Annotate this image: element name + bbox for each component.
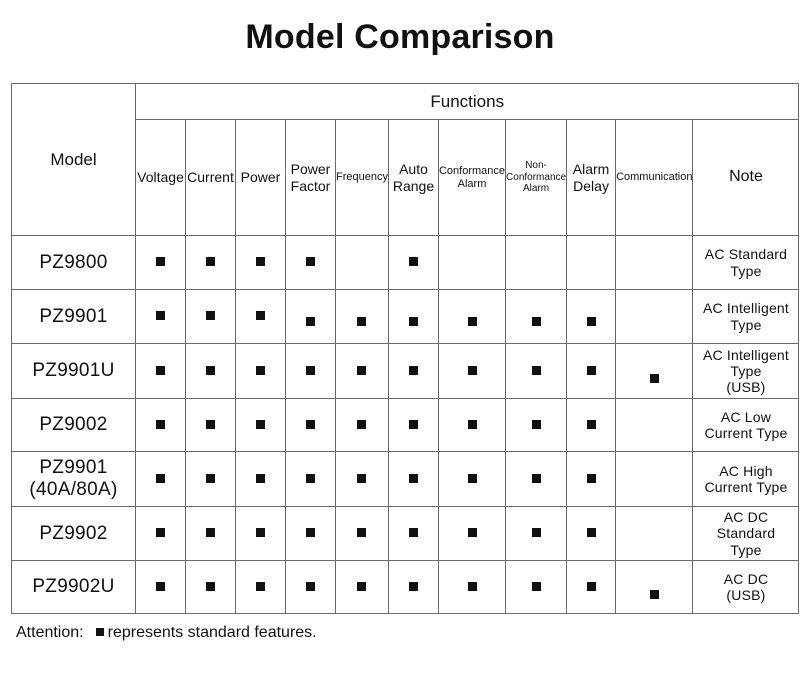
feature-cell-auto-range bbox=[388, 507, 438, 561]
feature-cell-communication bbox=[616, 399, 693, 452]
feature-cell-power-factor bbox=[286, 290, 336, 344]
feature-cell-voltage bbox=[136, 507, 186, 561]
standard-feature-mark-icon bbox=[206, 474, 215, 483]
standard-feature-mark-icon bbox=[306, 366, 315, 375]
feature-cell-alarm-delay bbox=[567, 452, 616, 507]
standard-feature-mark-icon bbox=[532, 317, 541, 326]
standard-feature-mark-icon bbox=[587, 528, 596, 537]
standard-feature-mark-icon bbox=[306, 257, 315, 266]
standard-feature-mark-icon bbox=[587, 474, 596, 483]
standard-feature-mark-icon bbox=[306, 582, 315, 591]
standard-feature-mark-icon bbox=[468, 582, 477, 591]
feature-cell-conformance-alarm bbox=[438, 236, 505, 290]
feature-cell-communication bbox=[616, 290, 693, 344]
standard-feature-mark-icon bbox=[409, 317, 418, 326]
standard-feature-mark-icon bbox=[409, 420, 418, 429]
standard-feature-mark-icon bbox=[206, 420, 215, 429]
attention-text: represents standard features. bbox=[107, 624, 317, 641]
model-name: PZ9901 bbox=[12, 290, 136, 344]
standard-feature-mark-icon bbox=[409, 474, 418, 483]
standard-feature-mark-icon bbox=[357, 528, 366, 537]
feature-cell-conformance-alarm bbox=[438, 561, 505, 614]
feature-cell-communication bbox=[616, 561, 693, 614]
standard-feature-mark-icon bbox=[409, 366, 418, 375]
feature-cell-alarm-delay bbox=[567, 236, 616, 290]
column-header-conformance-alarm: Conformance Alarm bbox=[438, 120, 505, 236]
feature-cell-auto-range bbox=[388, 236, 438, 290]
table-row bbox=[12, 236, 799, 290]
feature-cell-communication bbox=[616, 507, 693, 561]
model-name: PZ9902 bbox=[12, 507, 136, 561]
standard-feature-mark-icon bbox=[468, 474, 477, 483]
standard-feature-mark-icon bbox=[206, 366, 215, 375]
note-cell: AC High Current Type bbox=[693, 452, 799, 507]
standard-feature-mark-icon bbox=[357, 582, 366, 591]
feature-cell-power bbox=[236, 344, 286, 399]
feature-cell-conformance-alarm bbox=[438, 507, 505, 561]
standard-feature-mark-icon bbox=[409, 582, 418, 591]
feature-cell-non-conformance-alarm bbox=[506, 507, 567, 561]
standard-feature-mark-icon bbox=[409, 257, 418, 266]
standard-feature-mark-icon bbox=[587, 366, 596, 375]
column-header-current: Current bbox=[186, 120, 236, 236]
standard-feature-mark-icon bbox=[468, 420, 477, 429]
feature-cell-voltage bbox=[136, 399, 186, 452]
feature-cell-auto-range bbox=[388, 399, 438, 452]
feature-cell-power-factor bbox=[286, 236, 336, 290]
feature-cell-frequency bbox=[336, 290, 389, 344]
feature-cell-frequency bbox=[336, 399, 389, 452]
note-cell: AC DC Standard Type bbox=[693, 507, 799, 561]
feature-cell-current bbox=[186, 399, 236, 452]
feature-cell-alarm-delay bbox=[567, 399, 616, 452]
standard-feature-mark-icon bbox=[256, 582, 265, 591]
feature-cell-power-factor bbox=[286, 344, 336, 399]
standard-feature-mark-icon bbox=[156, 474, 165, 483]
feature-cell-conformance-alarm bbox=[438, 399, 505, 452]
feature-cell-voltage bbox=[136, 561, 186, 614]
feature-cell-power bbox=[236, 290, 286, 344]
feature-cell-alarm-delay bbox=[567, 290, 616, 344]
feature-cell-communication bbox=[616, 344, 693, 399]
standard-feature-mark-icon bbox=[256, 528, 265, 537]
column-header-communication: Communication bbox=[616, 120, 693, 236]
note-cell: AC Intelligent Type (USB) bbox=[693, 344, 799, 399]
standard-feature-mark-icon bbox=[357, 474, 366, 483]
table-row bbox=[12, 452, 799, 507]
feature-cell-power bbox=[236, 561, 286, 614]
note-cell: AC DC (USB) bbox=[693, 561, 799, 614]
standard-feature-mark-icon bbox=[156, 257, 165, 266]
standard-feature-mark-icon bbox=[156, 528, 165, 537]
standard-feature-mark-icon bbox=[156, 311, 165, 320]
standard-feature-mark-icon bbox=[206, 311, 215, 320]
standard-feature-mark-icon bbox=[468, 528, 477, 537]
note-cell: AC Low Current Type bbox=[693, 399, 799, 452]
feature-cell-power-factor bbox=[286, 507, 336, 561]
feature-cell-power-factor bbox=[286, 452, 336, 507]
standard-feature-mark-icon bbox=[306, 474, 315, 483]
standard-feature-mark-icon bbox=[532, 582, 541, 591]
feature-cell-frequency bbox=[336, 236, 389, 290]
column-header-alarm-delay: Alarm Delay bbox=[567, 120, 616, 236]
feature-cell-alarm-delay bbox=[567, 344, 616, 399]
feature-cell-conformance-alarm bbox=[438, 344, 505, 399]
feature-cell-voltage bbox=[136, 344, 186, 399]
table-row bbox=[12, 344, 799, 399]
functions-header: Functions bbox=[136, 84, 799, 120]
standard-feature-mark-icon bbox=[587, 420, 596, 429]
standard-feature-mark-icon bbox=[532, 420, 541, 429]
column-header-power-factor: Power Factor bbox=[286, 120, 336, 236]
attention-note bbox=[16, 624, 317, 642]
model-name: PZ9902U bbox=[12, 561, 136, 614]
feature-cell-current bbox=[186, 452, 236, 507]
attention-label: Attention: bbox=[16, 624, 84, 641]
standard-feature-mark-icon bbox=[532, 474, 541, 483]
feature-cell-voltage bbox=[136, 236, 186, 290]
standard-feature-mark-icon bbox=[468, 317, 477, 326]
feature-cell-power bbox=[236, 452, 286, 507]
note-header: Note bbox=[693, 120, 799, 236]
header-row-top bbox=[12, 84, 799, 120]
standard-feature-mark-icon bbox=[96, 628, 104, 636]
page-title: Model Comparison bbox=[245, 18, 555, 56]
feature-cell-communication bbox=[616, 452, 693, 507]
standard-feature-mark-icon bbox=[256, 311, 265, 320]
feature-cell-current bbox=[186, 507, 236, 561]
model-name: PZ9901U bbox=[12, 344, 136, 399]
standard-feature-mark-icon bbox=[357, 317, 366, 326]
standard-feature-mark-icon bbox=[156, 420, 165, 429]
table-row bbox=[12, 290, 799, 344]
feature-cell-frequency bbox=[336, 561, 389, 614]
standard-feature-mark-icon bbox=[587, 582, 596, 591]
standard-feature-mark-icon bbox=[532, 366, 541, 375]
feature-cell-voltage bbox=[136, 290, 186, 344]
model-name: PZ9901 (40A/80A) bbox=[12, 452, 136, 507]
standard-feature-mark-icon bbox=[206, 528, 215, 537]
feature-cell-non-conformance-alarm bbox=[506, 561, 567, 614]
feature-cell-current bbox=[186, 236, 236, 290]
column-header-frequency: Frequency bbox=[336, 120, 389, 236]
feature-cell-non-conformance-alarm bbox=[506, 344, 567, 399]
feature-cell-communication bbox=[616, 236, 693, 290]
feature-cell-alarm-delay bbox=[567, 561, 616, 614]
standard-feature-mark-icon bbox=[468, 366, 477, 375]
standard-feature-mark-icon bbox=[409, 528, 418, 537]
feature-cell-power bbox=[236, 236, 286, 290]
feature-cell-power bbox=[236, 507, 286, 561]
standard-feature-mark-icon bbox=[306, 317, 315, 326]
standard-feature-mark-icon bbox=[357, 420, 366, 429]
feature-cell-auto-range bbox=[388, 344, 438, 399]
standard-feature-mark-icon bbox=[206, 582, 215, 591]
standard-feature-mark-icon bbox=[206, 257, 215, 266]
note-cell: AC Intelligent Type bbox=[693, 290, 799, 344]
feature-cell-conformance-alarm bbox=[438, 290, 505, 344]
standard-feature-mark-icon bbox=[256, 257, 265, 266]
standard-feature-mark-icon bbox=[256, 366, 265, 375]
feature-cell-frequency bbox=[336, 344, 389, 399]
feature-cell-current bbox=[186, 344, 236, 399]
feature-cell-conformance-alarm bbox=[438, 452, 505, 507]
table-row bbox=[12, 507, 799, 561]
standard-feature-mark-icon bbox=[587, 317, 596, 326]
feature-cell-power bbox=[236, 399, 286, 452]
column-header-voltage: Voltage bbox=[136, 120, 186, 236]
comparison-table bbox=[11, 83, 799, 614]
standard-feature-mark-icon bbox=[650, 590, 659, 599]
feature-cell-frequency bbox=[336, 507, 389, 561]
standard-feature-mark-icon bbox=[256, 420, 265, 429]
note-cell: AC Standard Type bbox=[693, 236, 799, 290]
feature-cell-frequency bbox=[336, 452, 389, 507]
model-header: Model bbox=[12, 84, 136, 236]
feature-cell-non-conformance-alarm bbox=[506, 399, 567, 452]
standard-feature-mark-icon bbox=[156, 366, 165, 375]
feature-cell-auto-range bbox=[388, 290, 438, 344]
feature-cell-non-conformance-alarm bbox=[506, 452, 567, 507]
column-header-power: Power bbox=[236, 120, 286, 236]
feature-cell-auto-range bbox=[388, 561, 438, 614]
feature-cell-non-conformance-alarm bbox=[506, 236, 567, 290]
column-header-non-conformance-alarm: Non- Conformance Alarm bbox=[506, 120, 567, 236]
table-row bbox=[12, 399, 799, 452]
feature-cell-alarm-delay bbox=[567, 507, 616, 561]
model-name: PZ9800 bbox=[12, 236, 136, 290]
feature-cell-current bbox=[186, 561, 236, 614]
model-name: PZ9002 bbox=[12, 399, 136, 452]
standard-feature-mark-icon bbox=[306, 528, 315, 537]
standard-feature-mark-icon bbox=[256, 474, 265, 483]
standard-feature-mark-icon bbox=[650, 374, 659, 383]
feature-cell-voltage bbox=[136, 452, 186, 507]
standard-feature-mark-icon bbox=[306, 420, 315, 429]
table-row bbox=[12, 561, 799, 614]
feature-cell-auto-range bbox=[388, 452, 438, 507]
column-header-auto-range: Auto Range bbox=[388, 120, 438, 236]
feature-cell-power-factor bbox=[286, 399, 336, 452]
standard-feature-mark-icon bbox=[357, 366, 366, 375]
standard-feature-mark-icon bbox=[156, 582, 165, 591]
feature-cell-power-factor bbox=[286, 561, 336, 614]
feature-cell-non-conformance-alarm bbox=[506, 290, 567, 344]
standard-feature-mark-icon bbox=[532, 528, 541, 537]
feature-cell-current bbox=[186, 290, 236, 344]
